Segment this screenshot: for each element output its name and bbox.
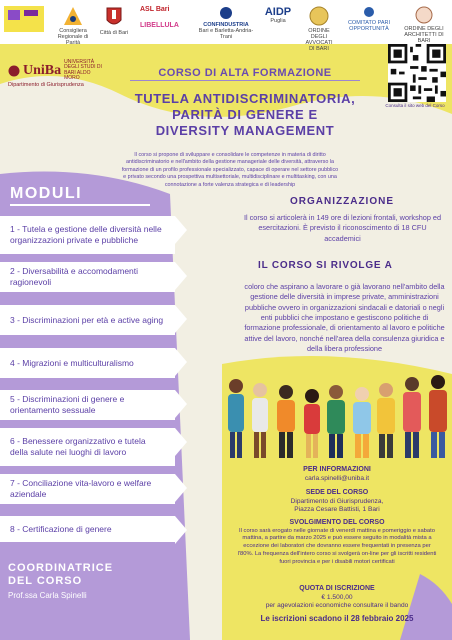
organizzazione-text: Il corso si articolerà in 149 ore di lezioni frontali, workshop ed esercitazioni. È previsto il riconoscimento di 18 CFU accademici [243,213,442,243]
logo-citta-bari: Città di Bari [94,6,134,36]
person-figure [327,385,345,458]
moduli-divider [10,204,150,206]
eagle-icon [219,6,233,20]
logo-cug [4,6,44,34]
module-item-2: 2 - Diversabilità e accomodamenti ragionevoli [0,262,175,292]
triangle-logo-icon [63,6,83,26]
qr-code-icon[interactable] [388,44,446,102]
person-figure [429,375,447,458]
seal-icon [309,6,329,26]
person-figure [304,389,320,458]
person-figure [403,377,421,458]
coordinatrice-name: Prof.ssa Carla Spinelli [8,591,87,600]
module-item-7: 7 - Conciliazione vita-lavoro e welfare aziendale [0,474,175,504]
logo-asl: ASL Bari LIBELLULA [140,6,179,29]
coordinatrice-heading: COORDINATRICE DEL CORSO [8,562,114,587]
title-divider [130,80,360,81]
module-item-1: 1 - Tutela e gestione delle diversità nelle organizzazioni private e pubbliche [0,216,175,254]
module-item-4: 4 - Migrazioni e multiculturalismo [0,348,175,378]
person-figure [252,383,268,458]
cug-logo-icon [4,6,44,32]
logo-ordine-avvocati: ORDINE DEGLI AVVOCATI DI BARI [302,6,336,52]
qr-caption: Consulta il sito web del Corso [385,103,445,108]
seal-icon [415,6,433,24]
contact-email[interactable]: carla.spinelli@uniba.it [304,474,370,482]
course-title: TUTELA ANTIDISCRIMINATORIA, PARITÀ DI GENERE E DIVERSITY MANAGEMENT [134,91,356,138]
module-item-8: 8 - Certificazione di genere [0,516,175,542]
rivolge-text: coloro che aspirano a lavorare o già lavorano nell'ambito della gestione delle diversità in imprese private, amministrazioni pubbliche ovvero in organizzazioni sindacali e datoriali o negli enti pubblici che impostano e gestiscono politiche di formazione professionale, di orientamento al lavoro e politiche attive del lavoro, nonché nell'area della consulenza giuridica e della libera professione [244,282,445,354]
uniba-brand: UniBa UNIVERSITÀ DEGLI STUDI DI BARI ALDO MORO Dipartimento di Giurisprudenza [8,59,102,88]
logo-comitato: COMITATO PARI OPPORTUNITÀ [338,6,400,32]
moduli-heading: MODULI [10,185,83,202]
module-item-5: 5 - Discriminazioni di genere e orientamento sessuale [0,390,175,420]
module-item-6: 6 - Benessere organizzativo e tutela della salute nei luoghi di lavoro [0,428,175,466]
person-figure [228,379,244,458]
person-figure [377,383,395,458]
course-intro: Il corso si propone di sviluppare e consolidare le competenze in materia di diritto antidiscriminatorio e nell'ambito della gestione manageriale delle diversità, attraverso la formazione di un profilo professionale specializzato, capace di operare nel settore pubblico e privato secondo una prospettiva multisettoriale, multidisciplinare e multitasking, con una connotazione a forte valenza strategica e di leadership [121,152,339,188]
uniba-seal-icon [8,65,20,77]
module-item-3: 3 - Discriminazioni per età e active aging [0,305,175,335]
rivolge-heading: IL CORSO SI RIVOLGE A [258,260,393,271]
logo-consigliera: Consigliera Regionale di Parità [56,6,90,46]
info-sede: SEDE DEL CORSO Dipartimento di Giurisprudenza, Piazza Cesare Battisti, 1 Bari [290,489,384,514]
crest-icon [105,6,123,28]
logo-confindustria: CONFINDUSTRIA Bari e Barletta-Andria-Trani [194,6,258,40]
people-illustration [222,372,452,460]
info-svolgimento: SVOLGIMENTO DEL CORSO Il corso sarà erogato nelle giornate di venerdì mattina e pomeriggio e sabato mattina, a partire da marzo 2025 e può essere seguito in modalità mista a eccezione dei laboratori che dovranno essere frequentati in presenza per l'80%. La frequenza dell'intero corso si svolgerà on-line per gli iscritti residenti fuori provincia e per i disabili motori certificati [237,519,437,566]
info-quota: QUOTA DI ISCRIZIONE € 1.500,00 per agevolazioni economiche consultare il bando [265,585,409,610]
logo-ordine-architetti: ORDINE DEGLI ARCHITETTI DI BARI [400,6,448,44]
info-contact: PER INFORMAZIONI carla.spinelli@uniba.it [222,465,452,483]
deadline-notice: Le iscrizioni scadono il 28 febbraio 2025 [260,614,414,623]
logo-aidp: AIDP Puglia [264,6,292,25]
person-figure [353,387,371,458]
comitato-logo-icon [362,6,376,18]
organizzazione-heading: ORGANIZZAZIONE [290,196,394,207]
course-kicker: CORSO DI ALTA FORMAZIONE [158,67,332,79]
person-figure [277,385,295,458]
